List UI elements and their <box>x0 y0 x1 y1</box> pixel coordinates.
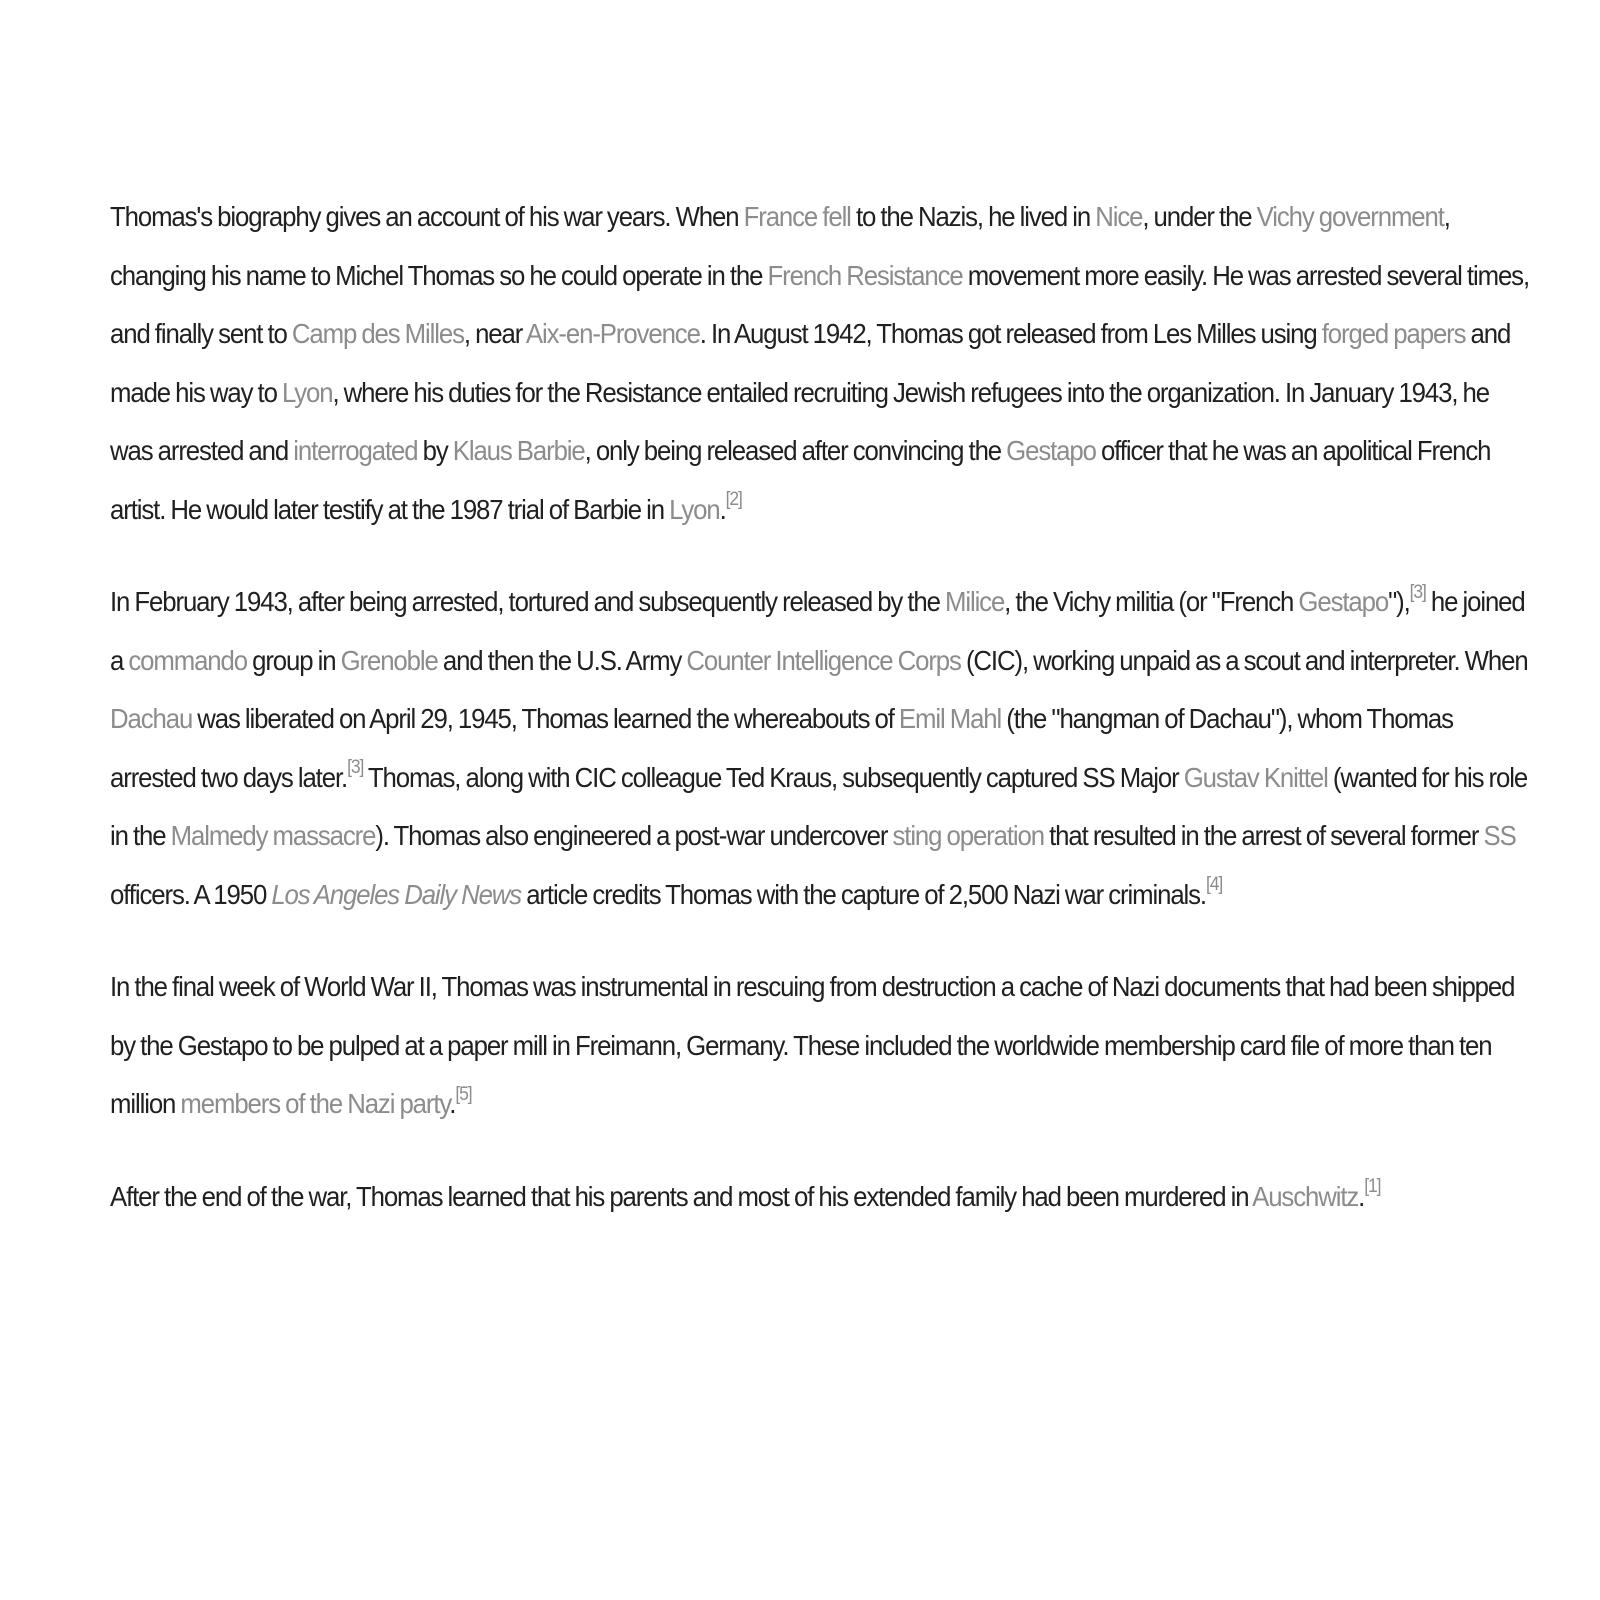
link-grenoble[interactable]: Grenoble <box>340 644 438 676</box>
citation-ref[interactable]: [4] <box>1205 874 1223 896</box>
link-aix-en-provence[interactable]: Aix-en-Provence <box>525 318 700 349</box>
paragraph-war-years: Thomas's biography gives an account of his war years. When France fell to the Nazis, he lived in Nice, under the Vichy government, changing his name to Michel Thomas so he could operate in the French Resistance movement more easily. He was arrested several times, and finally sent to Camp des Milles, near Aix-en-Provence. In August 1942, Thomas got released from Les Milles using forged papers and made his way to Lyon, where his duties for the Resistance entailed recruiting Jewish refugees into the organization. In January 1943, he was arrested and interrogated by Klaus Barbie, only being released after convincing the Gestapo officer that he was an apolitical French artist. He would later testify at the 1987 trial of Barbie in Lyon.[2] <box>110 201 1530 525</box>
citation-ref[interactable]: [2] <box>725 489 742 511</box>
link-counter-intelligence-corps[interactable]: Counter Intelligence Corps <box>686 644 961 676</box>
link-dachau[interactable]: Dachau <box>110 703 193 734</box>
link-lyon[interactable]: Lyon <box>281 376 333 408</box>
link-gestapo-2[interactable]: Gestapo <box>1298 586 1389 617</box>
citation-ref[interactable]: [3] <box>1409 581 1426 603</box>
paragraph-documents: In the final week of World War II, Thomas was instrumental in rescuing from destruction a cache of Nazi documents that had been shipped by the Gestapo to be pulped at a paper mill in Freimann, Germany. These included the worldwide membership card file of more than ten million members of the Nazi party.[5] <box>110 971 1515 1119</box>
paragraph-after-war: After the end of the war, Thomas learned that his parents and most of his extended family had been murdered in Auschwitz.[1] <box>110 1176 1381 1212</box>
citation-ref[interactable]: [5] <box>455 1083 472 1105</box>
link-emil-mahl[interactable]: Emil Mahl <box>898 703 1002 734</box>
link-auschwitz[interactable]: Auschwitz <box>1252 1180 1359 1212</box>
link-members-nazi-party[interactable]: members of the Nazi party <box>180 1088 450 1119</box>
link-nice[interactable]: Nice <box>1095 201 1143 232</box>
link-french-resistance[interactable]: French Resistance <box>767 259 963 291</box>
link-los-angeles-daily-news[interactable]: Los Angeles Daily News <box>271 878 522 910</box>
link-malmedy-massacre[interactable]: Malmedy massacre <box>170 820 376 851</box>
link-milice[interactable]: Milice <box>944 586 1005 617</box>
citation-ref[interactable]: [3] <box>347 757 364 779</box>
link-ss[interactable]: SS <box>1483 820 1516 851</box>
link-gestapo[interactable]: Gestapo <box>1006 435 1096 466</box>
link-interrogated[interactable]: interrogated <box>293 435 418 466</box>
citation-ref[interactable]: [1] <box>1364 1176 1381 1198</box>
link-forged-papers[interactable]: forged papers <box>1321 318 1466 349</box>
link-klaus-barbie[interactable]: Klaus Barbie <box>452 435 585 466</box>
link-sting-operation[interactable]: sting operation <box>892 820 1045 851</box>
link-gustav-knittel[interactable]: Gustav Knittel <box>1183 761 1328 793</box>
article-body <box>110 188 1530 1260</box>
link-commando[interactable]: commando <box>128 644 247 676</box>
link-france-fell[interactable]: France fell <box>743 201 851 232</box>
link-camp-des-milles[interactable]: Camp des Milles <box>291 318 464 349</box>
link-vichy-government[interactable]: Vichy government <box>1256 201 1444 232</box>
paragraph-resistance: In February 1943, after being arrested, tortured and subsequently released by the Milice, the Vichy militia (or "French Gestapo"),[3] he joined a commando group in Grenoble and then the U.S. Army Counter Intelligence Corps (CIC), working unpaid as a scout and interpreter. When Dachau was liberated on April 29, 1945, Thomas learned the whereabouts of Emil Mahl (the "hangman of Dachau"), whom Thomas arrested two days later.[3] Thomas, along with CIC colleague Ted Kraus, subsequently captured SS Major Gustav Knittel (wanted for his role in the Malmedy massacre). Thomas also engineered a post-war undercover sting operation that resulted in the arrest of several former SS officers. A 1950 Los Angeles Daily News article credits Thomas with the capture of 2,500 Nazi war criminals.[4] <box>110 581 1528 910</box>
link-lyon-2[interactable]: Lyon <box>669 493 720 525</box>
